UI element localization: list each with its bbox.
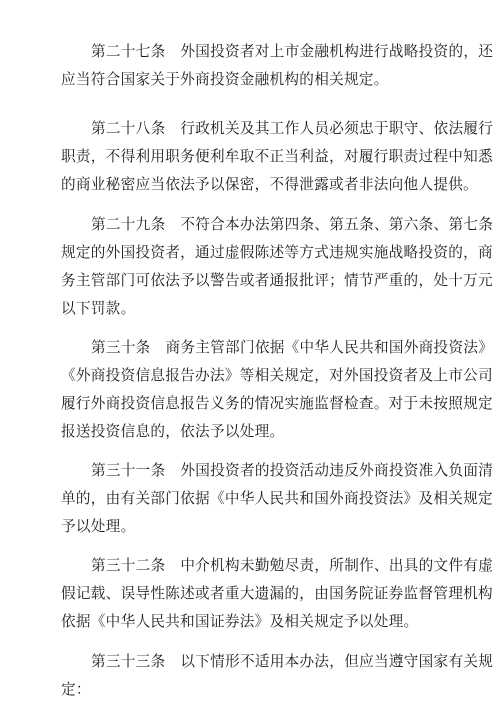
article-28-line-2: 职责，不得利用职务便利牟取不正当利益，对履行职责过程中知悉 xyxy=(61,148,493,165)
article-30-line-2: 《外商投资信息报告办法》等相关规定，对外国投资者及上市公司 xyxy=(61,367,493,384)
article-31-line-1: 第三十一条 外国投资者的投资活动违反外商投资准入负面清 xyxy=(91,462,494,479)
article-32-line-3: 依据《中华人民共和国证券法》及相关规定予以处理。 xyxy=(61,613,419,630)
article-33 xyxy=(61,648,494,704)
article-28-line-1: 第二十八条 行政机关及其工作人员必须忠于职守、依法履行 xyxy=(91,120,494,137)
article-29 xyxy=(61,211,494,323)
article-28 xyxy=(61,115,494,199)
article-31-line-3: 予以处理。 xyxy=(61,518,136,535)
article-33-line-2: 定： xyxy=(61,681,91,698)
article-29-line-3: 务主管部门可依法予以警告或者通报批评；情节严重的，处十万元 xyxy=(61,272,493,289)
article-28-line-3: 的商业秘密应当依法予以保密，不得泄露或者非法向他人提供。 xyxy=(61,176,479,193)
article-27-line-2: 应当符合国家关于外商投资金融机构的相关规定。 xyxy=(61,71,389,88)
article-30-line-3: 履行外商投资信息报告义务的情况实施监督检查。对于未按照规定 xyxy=(61,395,493,412)
article-27-line-1: 第二十七条 外国投资者对上市金融机构进行战略投资的，还 xyxy=(91,43,494,60)
article-33-line-1: 第三十三条 以下情形不适用本办法，但应当遵守国家有关规 xyxy=(91,653,494,670)
article-32-line-2: 假记载、误导性陈述或者重大遗漏的，由国务院证券监督管理机构 xyxy=(61,585,493,602)
article-31-line-2: 单的，由有关部门依据《中华人民共和国外商投资法》及相关规定 xyxy=(61,490,493,507)
article-29-line-2: 规定的外国投资者，通过虚假陈述等方式违规实施战略投资的，商 xyxy=(61,244,493,261)
article-32 xyxy=(61,552,494,636)
article-32-line-1: 第三十二条 中介机构未勤勉尽责，所制作、出具的文件有虚 xyxy=(91,557,494,574)
article-31 xyxy=(61,457,494,541)
article-29-line-1: 第二十九条 不符合本办法第四条、第五条、第六条、第七条 xyxy=(91,216,494,233)
article-30 xyxy=(61,334,494,446)
article-27 xyxy=(61,38,494,94)
article-30-line-4: 报送投资信息的，依法予以处理。 xyxy=(61,423,285,440)
article-29-line-4: 以下罚款。 xyxy=(61,300,136,317)
article-30-line-1: 第三十条 商务主管部门依据《中华人民共和国外商投资法》 xyxy=(91,339,494,356)
